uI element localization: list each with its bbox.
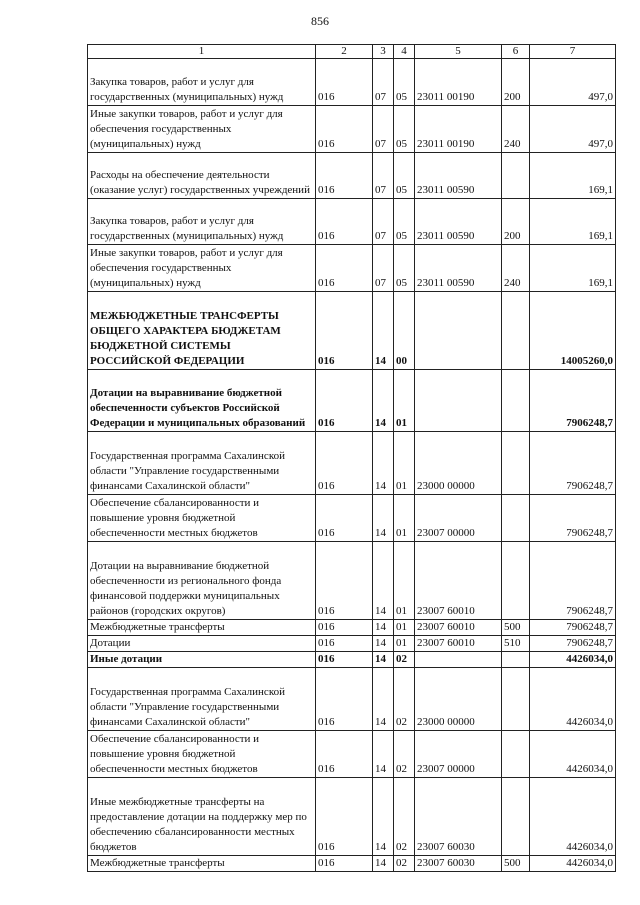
section-code-cell: 14 bbox=[373, 731, 394, 778]
target-item-code-cell bbox=[415, 652, 502, 668]
target-item-code-cell: 23007 60010 bbox=[415, 620, 502, 636]
target-item-code-cell bbox=[415, 370, 502, 432]
expense-type-code-cell: 240 bbox=[502, 106, 530, 153]
section-code-cell: 14 bbox=[373, 292, 394, 370]
budget-table bbox=[87, 44, 616, 872]
ministry-code-cell: 016 bbox=[316, 731, 373, 778]
amount-cell: 169,1 bbox=[530, 199, 616, 245]
column-header: 2 bbox=[316, 45, 373, 59]
ministry-code-cell: 016 bbox=[316, 778, 373, 856]
section-code-cell: 14 bbox=[373, 778, 394, 856]
amount-cell: 497,0 bbox=[530, 59, 616, 106]
ministry-code-cell: 016 bbox=[316, 432, 373, 495]
page-number: 856 bbox=[311, 14, 329, 28]
column-header: 1 bbox=[88, 45, 316, 59]
table-row bbox=[88, 495, 616, 542]
subsection-code-cell: 05 bbox=[394, 153, 415, 199]
row-name-cell: Обеспечение сбалансированности и повышение уровня бюджетной обеспеченности местных бюджетов bbox=[88, 495, 316, 542]
table-row bbox=[88, 668, 616, 731]
table-row bbox=[88, 778, 616, 856]
target-item-code-cell: 23011 00190 bbox=[415, 106, 502, 153]
subsection-code-cell: 01 bbox=[394, 542, 415, 620]
expense-type-code-cell: 240 bbox=[502, 245, 530, 292]
amount-cell: 7906248,7 bbox=[530, 495, 616, 542]
ministry-code-cell: 016 bbox=[316, 59, 373, 106]
section-code-cell: 14 bbox=[373, 636, 394, 652]
subsection-code-cell: 02 bbox=[394, 778, 415, 856]
row-name-cell: Государственная программа Сахалинской области "Управление государственными финансами Сахалинской области" bbox=[88, 668, 316, 731]
expense-type-code-cell bbox=[502, 432, 530, 495]
target-item-code-cell: 23011 00590 bbox=[415, 245, 502, 292]
row-name-cell: Межбюджетные трансферты bbox=[88, 620, 316, 636]
section-code-cell: 14 bbox=[373, 495, 394, 542]
expense-type-code-cell: 200 bbox=[502, 199, 530, 245]
subsection-code-cell: 02 bbox=[394, 856, 415, 872]
ministry-code-cell: 016 bbox=[316, 856, 373, 872]
column-header: 4 bbox=[394, 45, 415, 59]
amount-cell: 4426034,0 bbox=[530, 856, 616, 872]
amount-cell: 169,1 bbox=[530, 153, 616, 199]
ministry-code-cell: 016 bbox=[316, 199, 373, 245]
ministry-code-cell: 016 bbox=[316, 370, 373, 432]
subsection-code-cell: 05 bbox=[394, 199, 415, 245]
row-name-cell: Закупка товаров, работ и услуг для государственных (муниципальных) нужд bbox=[88, 199, 316, 245]
section-code-cell: 14 bbox=[373, 432, 394, 495]
expense-type-code-cell bbox=[502, 495, 530, 542]
table-row bbox=[88, 856, 616, 872]
table-row bbox=[88, 153, 616, 199]
subsection-code-cell: 05 bbox=[394, 106, 415, 153]
section-code-cell: 14 bbox=[373, 542, 394, 620]
ministry-code-cell: 016 bbox=[316, 668, 373, 731]
ministry-code-cell: 016 bbox=[316, 620, 373, 636]
expense-type-code-cell bbox=[502, 778, 530, 856]
target-item-code-cell: 23011 00590 bbox=[415, 153, 502, 199]
ministry-code-cell: 016 bbox=[316, 636, 373, 652]
subsection-code-cell: 02 bbox=[394, 731, 415, 778]
subsection-code-cell: 00 bbox=[394, 292, 415, 370]
row-name-cell: Дотации bbox=[88, 636, 316, 652]
amount-cell: 4426034,0 bbox=[530, 652, 616, 668]
row-name-cell: Иные закупки товаров, работ и услуг для обеспечения государственных (муниципальных) нужд bbox=[88, 106, 316, 153]
expense-type-code-cell bbox=[502, 292, 530, 370]
expense-type-code-cell: 510 bbox=[502, 636, 530, 652]
section-code-cell: 14 bbox=[373, 370, 394, 432]
table-row bbox=[88, 106, 616, 153]
row-name-cell: Межбюджетные трансферты bbox=[88, 856, 316, 872]
ministry-code-cell: 016 bbox=[316, 542, 373, 620]
subsection-code-cell: 05 bbox=[394, 245, 415, 292]
row-name-cell: Иные закупки товаров, работ и услуг для обеспечения государственных (муниципальных) нужд bbox=[88, 245, 316, 292]
expense-type-code-cell: 500 bbox=[502, 856, 530, 872]
table-row bbox=[88, 652, 616, 668]
column-header: 5 bbox=[415, 45, 502, 59]
subsection-code-cell: 01 bbox=[394, 370, 415, 432]
subsection-code-cell: 01 bbox=[394, 495, 415, 542]
amount-cell: 14005260,0 bbox=[530, 292, 616, 370]
section-code-cell: 14 bbox=[373, 652, 394, 668]
row-name-cell: Дотации на выравнивание бюджетной обеспеченности из регионального фонда финансовой поддержки муниципальных районов (городских округов) bbox=[88, 542, 316, 620]
ministry-code-cell: 016 bbox=[316, 652, 373, 668]
ministry-code-cell: 016 bbox=[316, 106, 373, 153]
target-item-code-cell: 23007 00000 bbox=[415, 731, 502, 778]
section-code-cell: 07 bbox=[373, 59, 394, 106]
subsection-code-cell: 01 bbox=[394, 432, 415, 495]
subsection-code-cell: 02 bbox=[394, 668, 415, 731]
table-row bbox=[88, 199, 616, 245]
row-name-cell: Обеспечение сбалансированности и повышение уровня бюджетной обеспеченности местных бюджетов bbox=[88, 731, 316, 778]
column-header: 3 bbox=[373, 45, 394, 59]
table-row bbox=[88, 620, 616, 636]
expense-type-code-cell bbox=[502, 370, 530, 432]
column-header: 7 bbox=[530, 45, 616, 59]
table-row bbox=[88, 432, 616, 495]
table-row bbox=[88, 636, 616, 652]
expense-type-code-cell: 500 bbox=[502, 620, 530, 636]
expense-type-code-cell bbox=[502, 731, 530, 778]
ministry-code-cell: 016 bbox=[316, 245, 373, 292]
section-code-cell: 14 bbox=[373, 856, 394, 872]
amount-cell: 7906248,7 bbox=[530, 620, 616, 636]
section-code-cell: 07 bbox=[373, 245, 394, 292]
row-name-cell: МЕЖБЮДЖЕТНЫЕ ТРАНСФЕРТЫ ОБЩЕГО ХАРАКТЕРА БЮДЖЕТАМ БЮДЖЕТНОЙ СИСТЕМЫ РОССИЙСКОЙ ФЕДЕРАЦИИ bbox=[88, 292, 316, 370]
table-row bbox=[88, 370, 616, 432]
target-item-code-cell: 23007 60010 bbox=[415, 542, 502, 620]
section-code-cell: 07 bbox=[373, 106, 394, 153]
section-code-cell: 07 bbox=[373, 199, 394, 245]
subsection-code-cell: 01 bbox=[394, 636, 415, 652]
expense-type-code-cell: 200 bbox=[502, 59, 530, 106]
row-name-cell: Расходы на обеспечение деятельности (оказание услуг) государственных учреждений bbox=[88, 153, 316, 199]
ministry-code-cell: 016 bbox=[316, 495, 373, 542]
ministry-code-cell: 016 bbox=[316, 153, 373, 199]
row-name-cell: Иные дотации bbox=[88, 652, 316, 668]
target-item-code-cell bbox=[415, 292, 502, 370]
table-row bbox=[88, 542, 616, 620]
table-row bbox=[88, 245, 616, 292]
section-code-cell: 14 bbox=[373, 668, 394, 731]
target-item-code-cell: 23007 60030 bbox=[415, 856, 502, 872]
amount-cell: 4426034,0 bbox=[530, 778, 616, 856]
subsection-code-cell: 01 bbox=[394, 620, 415, 636]
table-row bbox=[88, 731, 616, 778]
column-header: 6 bbox=[502, 45, 530, 59]
section-code-cell: 07 bbox=[373, 153, 394, 199]
target-item-code-cell: 23000 00000 bbox=[415, 668, 502, 731]
section-code-cell: 14 bbox=[373, 620, 394, 636]
target-item-code-cell: 23011 00590 bbox=[415, 199, 502, 245]
amount-cell: 7906248,7 bbox=[530, 636, 616, 652]
amount-cell: 4426034,0 bbox=[530, 668, 616, 731]
amount-cell: 497,0 bbox=[530, 106, 616, 153]
expense-type-code-cell bbox=[502, 153, 530, 199]
amount-cell: 4426034,0 bbox=[530, 731, 616, 778]
amount-cell: 7906248,7 bbox=[530, 432, 616, 495]
table-row bbox=[88, 292, 616, 370]
subsection-code-cell: 02 bbox=[394, 652, 415, 668]
amount-cell: 7906248,7 bbox=[530, 542, 616, 620]
row-name-cell: Дотации на выравнивание бюджетной обеспеченности субъектов Российской Федерации и муниципальных образований bbox=[88, 370, 316, 432]
expense-type-code-cell bbox=[502, 652, 530, 668]
target-item-code-cell: 23011 00190 bbox=[415, 59, 502, 106]
target-item-code-cell: 23007 60030 bbox=[415, 778, 502, 856]
ministry-code-cell: 016 bbox=[316, 292, 373, 370]
row-name-cell: Государственная программа Сахалинской области "Управление государственными финансами Сахалинской области" bbox=[88, 432, 316, 495]
target-item-code-cell: 23000 00000 bbox=[415, 432, 502, 495]
expense-type-code-cell bbox=[502, 542, 530, 620]
target-item-code-cell: 23007 00000 bbox=[415, 495, 502, 542]
row-name-cell: Закупка товаров, работ и услуг для государственных (муниципальных) нужд bbox=[88, 59, 316, 106]
amount-cell: 169,1 bbox=[530, 245, 616, 292]
subsection-code-cell: 05 bbox=[394, 59, 415, 106]
expense-type-code-cell bbox=[502, 668, 530, 731]
amount-cell: 7906248,7 bbox=[530, 370, 616, 432]
header-row bbox=[88, 45, 616, 59]
table-row bbox=[88, 59, 616, 106]
target-item-code-cell: 23007 60010 bbox=[415, 636, 502, 652]
row-name-cell: Иные межбюджетные трансферты на предоставление дотации на поддержку мер по обеспечению сбалансированности местных бюджетов bbox=[88, 778, 316, 856]
